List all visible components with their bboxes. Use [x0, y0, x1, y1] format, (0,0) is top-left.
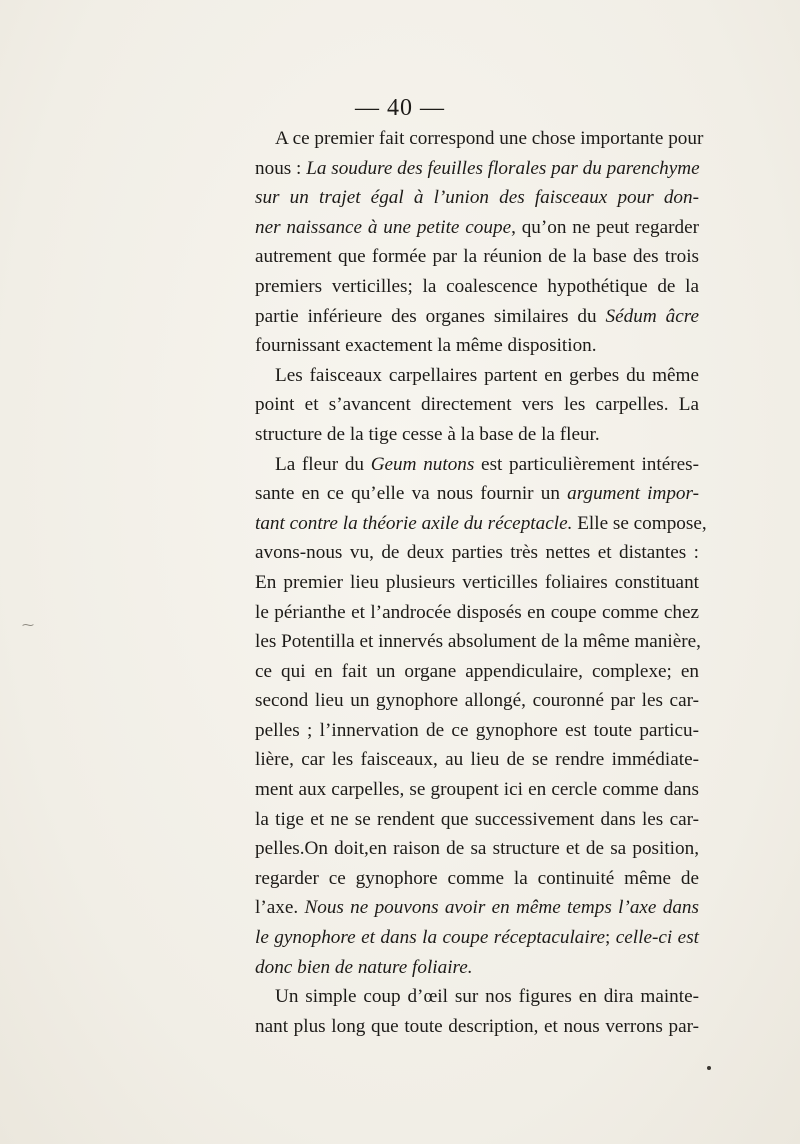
- text-line: [255, 953, 699, 983]
- text-span: second lieu un gynophore allongé, couronné par les car-: [255, 690, 699, 712]
- text-span: nous :: [255, 157, 307, 179]
- italic-span: argument impor-: [567, 483, 699, 505]
- text-span: ce qui en fait un organe appendiculaire, complexe; en: [255, 660, 699, 682]
- text-span: les Potentilla et innervés absolument de la même manière,: [255, 631, 701, 653]
- text-span: Les faisceaux carpellaires partent en gerbes du même: [275, 364, 699, 386]
- italic-span: ner naissance à une petite coupe: [255, 216, 512, 238]
- text-span: sante en ce qu’elle va nous fournir un: [255, 483, 568, 505]
- text-span: premiers verticilles; la coalescence hypothétique de la: [255, 275, 699, 297]
- text-line: [255, 479, 699, 509]
- text-span: nant plus long que toute description, et nous verrons par-: [255, 1015, 699, 1037]
- text-span: la tige et ne se rendent que successivement dans les car-: [255, 808, 699, 830]
- text-span: autrement que formée par la réunion de la base des trois: [255, 246, 699, 268]
- italic-span: le gynophore et dans la coupe réceptaculaire: [255, 927, 605, 949]
- text-line: [255, 331, 699, 361]
- text-line: [255, 982, 699, 1012]
- text-line: [255, 361, 699, 391]
- text-line: [255, 390, 699, 420]
- text-line: [255, 154, 699, 184]
- text-span: La fleur du: [275, 453, 371, 475]
- italic-span: Nous ne pouvons avoir en même temps l’axe dans: [304, 897, 699, 919]
- text-span: En premier lieu plusieurs verticilles foliaires constituant: [255, 571, 699, 593]
- text-line: [255, 893, 699, 923]
- italic-span: donc bien de nature foliaire.: [255, 956, 473, 978]
- ink-dot: [707, 1066, 711, 1070]
- text-span: l’axe.: [255, 897, 305, 919]
- text-line: [255, 716, 699, 746]
- text-span: structure de la tige cesse à la base de la fleur.: [255, 423, 600, 445]
- text-line: [255, 923, 699, 953]
- text-line: [255, 302, 699, 332]
- text-line: [255, 657, 699, 687]
- text-span: pelles ; l’innervation de ce gynophore est toute particu-: [255, 719, 699, 741]
- text-line: [255, 242, 699, 272]
- text-span: partie inférieure des organes similaires du: [255, 305, 606, 327]
- text-span: lière, car les faisceaux, au lieu de se rendre immédiate-: [255, 749, 699, 771]
- italic-span: Geum nutons: [370, 453, 475, 475]
- body-text: [255, 124, 707, 1041]
- text-line: [255, 538, 699, 568]
- text-line: [255, 509, 707, 539]
- text-span: ment aux carpelles, se groupent ici en cercle comme dans: [255, 779, 699, 801]
- text-span: regarder ce gynophore comme la continuité même de: [255, 867, 699, 889]
- text-line: [255, 834, 699, 864]
- text-line: [255, 686, 699, 716]
- text-span: Un simple coup d’œil sur nos figures en dira mainte-: [275, 986, 699, 1008]
- text-line: [255, 420, 699, 450]
- text-span: , qu’on ne peut regarder: [511, 216, 699, 238]
- text-line: [255, 450, 699, 480]
- italic-span: celle-ci est: [615, 927, 699, 949]
- text-span: le périanthe et l’androcée disposés en coupe comme chez: [255, 601, 699, 623]
- text-span: pelles.On doit,en raison de sa structure et de sa position,: [255, 838, 699, 860]
- text-line: [255, 864, 699, 894]
- margin-smudge: ⁓: [22, 618, 34, 632]
- text-line: [255, 272, 699, 302]
- text-span: point et s’avancent directement vers les carpelles. La: [255, 394, 699, 416]
- text-span: Elle se compose,: [572, 512, 707, 534]
- text-line: [255, 124, 704, 154]
- text-span: fournissant exactement la même disposition.: [255, 335, 597, 357]
- text-line: [255, 568, 699, 598]
- italic-span: tant contre la théorie axile du réceptacle.: [255, 512, 573, 534]
- text-line: [255, 775, 699, 805]
- text-line: [255, 1012, 699, 1042]
- text-line: [255, 598, 699, 628]
- text-span: A ce premier fait correspond une chose importante pour: [275, 128, 704, 149]
- text-line: [255, 213, 699, 243]
- italic-span: La soudure des feuilles florales par du parenchyme: [306, 157, 700, 179]
- text-span: ;: [604, 927, 616, 949]
- text-line: [255, 805, 699, 835]
- page-number: — 40 —: [355, 95, 445, 121]
- text-span: est particulièrement intéres-: [474, 453, 699, 475]
- italic-span: sur un trajet égal à l’union des faisceaux pour don-: [255, 187, 699, 209]
- italic-span: Sédum âcre: [605, 305, 699, 327]
- text-line: [255, 627, 699, 657]
- text-line: [255, 745, 699, 775]
- text-line: [255, 183, 699, 213]
- text-span: avons-nous vu, de deux parties très nettes et distantes :: [255, 542, 699, 564]
